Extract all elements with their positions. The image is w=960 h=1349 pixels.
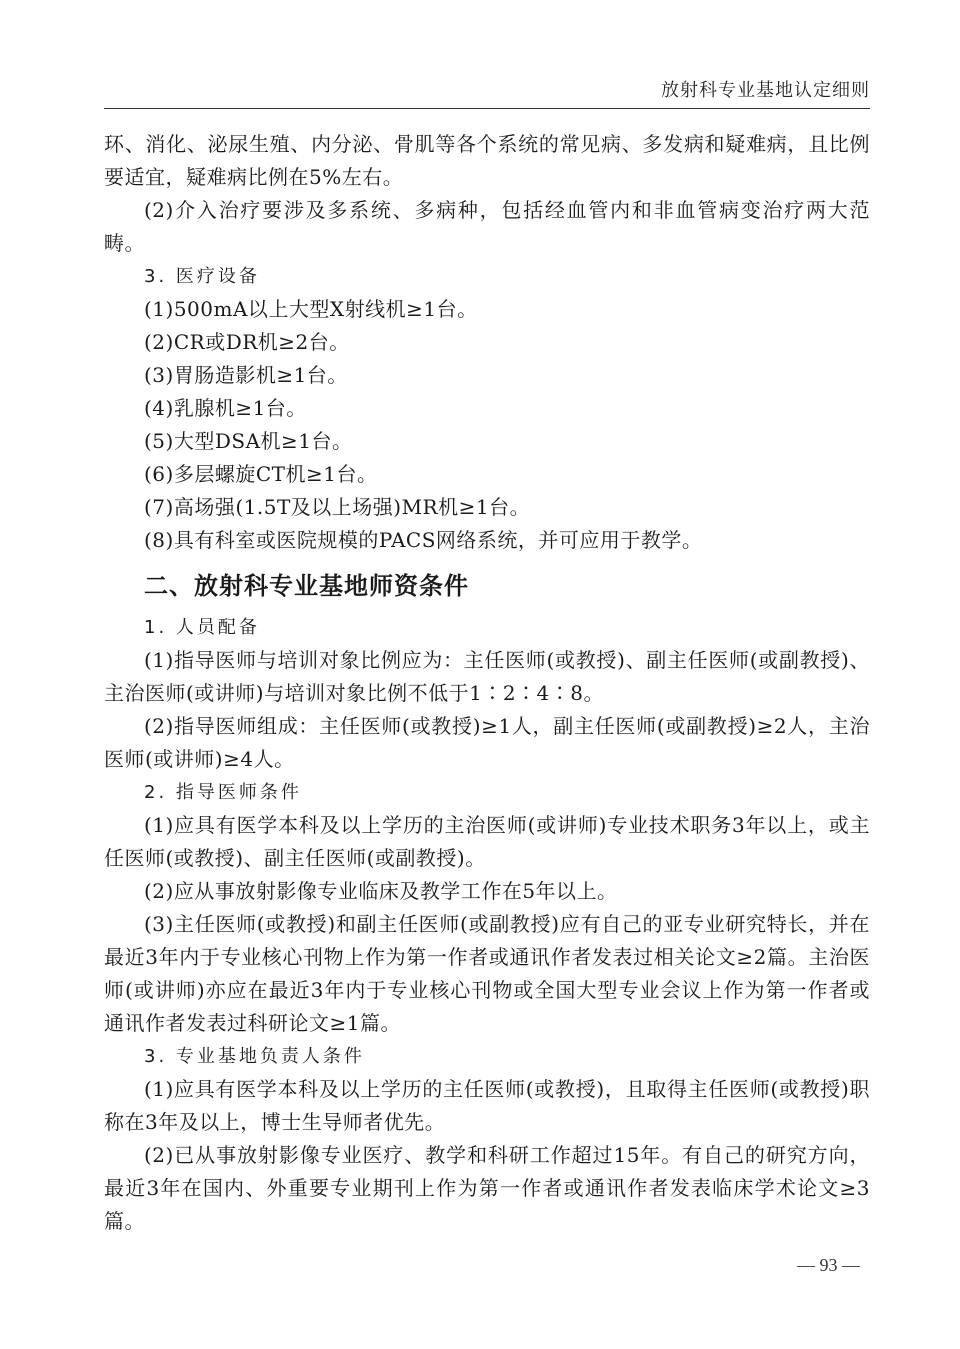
running-header (104, 74, 870, 109)
paragraph: (3)主任医师(或教授)和副主任医师(或副教授)应有自己的亚专业研究特长，并在最近3年内于专业核心刊物上作为第一作者或通讯作者发表过相关论文≥2篇。主治医师(或讲师)亦应在最近3年内于专业核心刊物或全国大型专业会议上作为第一作者或通讯作者发表过科研论文≥1篇。 (104, 912, 870, 1035)
list-item: (4)乳腺机≥1台。 (144, 396, 307, 420)
paragraph: (1)应具有医学本科及以上学历的主治医师(或讲师)专业技术职务3年以上，或主任医师(或教授)、副主任医师(或副教授)。 (104, 813, 870, 870)
page-number: — 93 — (797, 1255, 860, 1275)
subsection-heading: 1. 人员配备 (144, 617, 260, 638)
paragraph: 环、消化、泌尿生殖、内分泌、骨肌等各个系统的常见病、多发病和疑难病，且比例要适宜，疑难病比例在5%左右。 (104, 132, 870, 189)
paragraph: (1)应具有医学本科及以上学历的主任医师(或教授)，且取得主任医师(或教授)职称在3年及以上，博士生导师者优先。 (104, 1077, 870, 1134)
page-body (104, 128, 870, 1238)
subsection-heading: 2. 指导医师条件 (144, 782, 302, 803)
running-header-title: 放射科专业基地认定细则 (661, 80, 870, 101)
list-item: (3)胃肠造影机≥1台。 (144, 363, 348, 387)
list-item: (5)大型DSA机≥1台。 (144, 429, 353, 453)
section-heading: 二、放射科专业基地师资条件 (144, 572, 469, 600)
paragraph: (1)指导医师与培训对象比例应为：主任医师(或教授)、副主任医师(或副教授)、主治医师(或讲师)与培训对象比例不低于1∶2∶4∶8。 (104, 648, 870, 705)
list-item: (7)高场强(1.5T及以上场强)MR机≥1台。 (144, 495, 531, 519)
paragraph: (2)指导医师组成：主任医师(或教授)≥1人，副主任医师(或副教授)≥2人，主治医师(或讲师)≥4人。 (104, 714, 870, 771)
paragraph: (2)应从事放射影像专业临床及教学工作在5年以上。 (144, 879, 618, 903)
subsection-heading: 3. 专业基地负责人条件 (144, 1046, 365, 1067)
list-item: (8)具有科室或医院规模的PACS网络系统，并可应用于教学。 (144, 528, 703, 552)
list-item: (2)CR或DR机≥2台。 (144, 330, 350, 354)
list-item: (6)多层螺旋CT机≥1台。 (144, 462, 378, 486)
list-item: (1)500mA以上大型X射线机≥1台。 (144, 297, 478, 321)
paragraph: (2)介入治疗要涉及多系统、多病种，包括经血管内和非血管病变治疗两大范畴。 (104, 198, 870, 255)
paragraph: (2)已从事放射影像专业医疗、教学和科研工作超过15年。有自己的研究方向，最近3年在国内、外重要专业期刊上作为第一作者或通讯作者发表临床学术论文≥3篇。 (104, 1143, 870, 1233)
subsection-heading: 3. 医疗设备 (144, 266, 260, 287)
